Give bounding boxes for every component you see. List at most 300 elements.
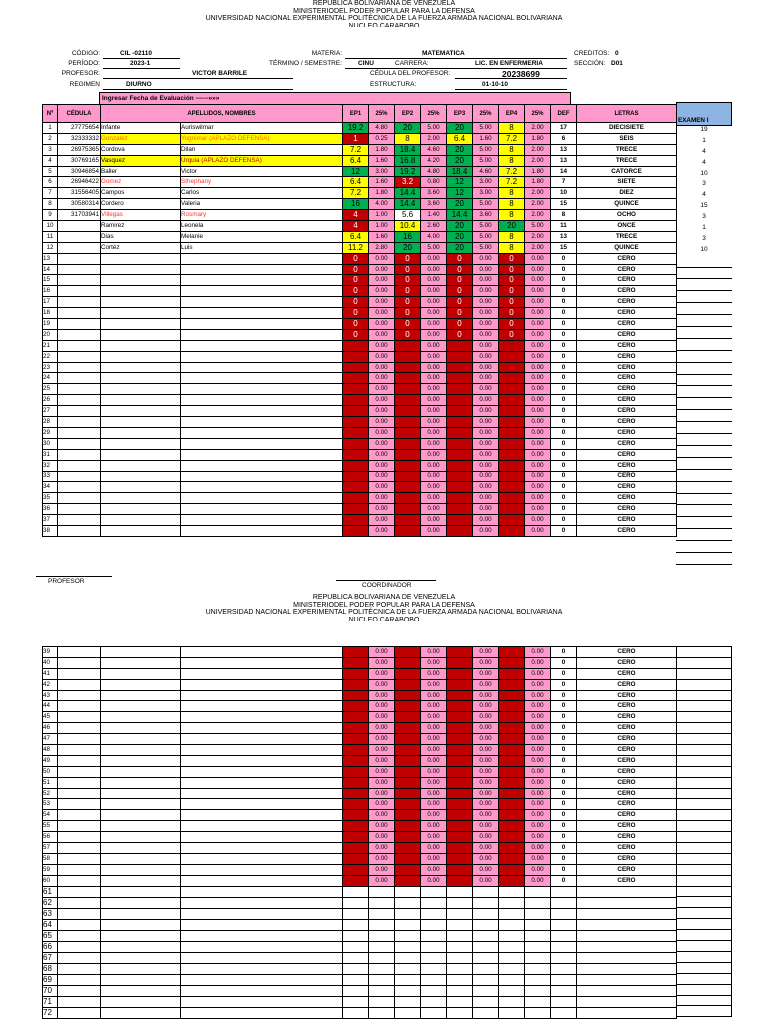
def-cell: 0 <box>551 460 577 471</box>
header-line-3: UNIVERSIDAD NACIONAL EXPERIMENTAL POLITÉCNICA DE LA FUERZA ARMADA NACIONAL BOLIVARIANA <box>205 15 563 23</box>
examen-cell <box>676 315 732 327</box>
percent4-cell: 0.00 <box>525 832 551 843</box>
apellido-cell <box>101 853 181 864</box>
row-number: 71 <box>43 996 58 1007</box>
ep2-cell: 0 <box>395 297 421 308</box>
carrera-label: CARRERA: <box>395 60 429 67</box>
letras-cell: CERO <box>577 832 677 843</box>
ep1-cell <box>343 395 369 406</box>
ep3-cell: 0 <box>447 253 473 264</box>
ep3-cell <box>447 821 473 832</box>
letras-cell: DIECISIETE <box>577 123 677 134</box>
row-number: 61 <box>43 886 58 897</box>
estructura-label: ESTRUCTURA: <box>370 81 417 88</box>
def-cell: 0 <box>551 264 577 275</box>
percent1-cell: 0.00 <box>369 427 395 438</box>
blank-cell <box>473 886 499 897</box>
ep4-cell <box>499 799 525 810</box>
examen-cell <box>676 422 732 434</box>
blank-cell <box>551 1007 577 1018</box>
blank-cell <box>369 930 395 941</box>
percent4-cell: 0.00 <box>525 755 551 766</box>
letras-cell: CERO <box>577 875 677 886</box>
percent2-cell: 0.00 <box>421 449 447 460</box>
blank-cell <box>525 963 551 974</box>
def-cell: 0 <box>551 373 577 384</box>
percent3-cell: 0.00 <box>473 843 499 854</box>
percent1-cell: 0.00 <box>369 679 395 690</box>
letras-cell: CERO <box>577 810 677 821</box>
ep1-cell <box>343 525 369 536</box>
percent3-cell: 0.00 <box>473 406 499 417</box>
percent1-cell: 0.00 <box>369 351 395 362</box>
ep4-cell: 0 <box>499 308 525 319</box>
apellido-cell <box>101 362 181 373</box>
row-number: 2 <box>43 133 58 144</box>
row-number: 3 <box>43 144 58 155</box>
blank-cell <box>343 974 369 985</box>
letras-cell: CERO <box>577 745 677 756</box>
cedula-cell <box>58 864 101 875</box>
ep3-cell <box>447 777 473 788</box>
nombre-cell <box>181 723 343 734</box>
examen-cell <box>676 470 732 482</box>
cedula-cell: 32333332 <box>58 133 101 144</box>
ep4-cell <box>499 821 525 832</box>
percent2-cell: 0.00 <box>421 286 447 297</box>
cedula-cell <box>58 745 101 756</box>
def-cell: 0 <box>551 799 577 810</box>
letras-cell: CERO <box>577 340 677 351</box>
apellido-cell <box>101 449 181 460</box>
percent3-cell: 0.00 <box>473 755 499 766</box>
letras-cell: CERO <box>577 701 677 712</box>
col-n: Nº <box>43 105 58 123</box>
def-cell: 0 <box>551 471 577 482</box>
nombre-cell <box>181 275 343 286</box>
row-number: 28 <box>43 417 58 428</box>
ep1-cell: 12 <box>343 166 369 177</box>
cedula-cell <box>58 853 101 864</box>
table-row <box>43 210 677 221</box>
blank-cell <box>577 1007 677 1018</box>
cedula-cell <box>58 297 101 308</box>
percent4-cell: 0.00 <box>525 351 551 362</box>
ep3-cell <box>447 362 473 373</box>
blank-cell <box>343 897 369 908</box>
table-header-row <box>43 105 677 123</box>
row-number: 9 <box>43 210 58 221</box>
ep3-cell <box>447 427 473 438</box>
percent2-cell: 4.20 <box>421 155 447 166</box>
blank-cell <box>421 952 447 963</box>
row-number: 52 <box>43 788 58 799</box>
ep4-cell <box>499 471 525 482</box>
letras-cell: ONCE <box>577 221 677 232</box>
percent1-cell: 0.00 <box>369 264 395 275</box>
percent2-cell: 0.00 <box>421 384 447 395</box>
letras-cell: CERO <box>577 449 677 460</box>
def-cell: 0 <box>551 395 577 406</box>
table-row <box>43 766 677 777</box>
percent2-cell: 0.00 <box>421 647 447 658</box>
ep4-cell <box>499 373 525 384</box>
blank-cell <box>343 985 369 996</box>
ep3-cell <box>447 482 473 493</box>
ep2-cell <box>395 777 421 788</box>
percent1-cell: 0.00 <box>369 460 395 471</box>
def-cell: 0 <box>551 875 577 886</box>
blank-cell <box>421 930 447 941</box>
percent2-cell: 0.00 <box>421 329 447 340</box>
percent4-cell: 0.00 <box>525 504 551 515</box>
percent2-cell: 0.00 <box>421 504 447 515</box>
apellido-cell <box>101 875 181 886</box>
percent3-cell: 3.00 <box>473 177 499 188</box>
ep4-cell <box>499 777 525 788</box>
apellido-cell <box>101 701 181 712</box>
cedula-cell <box>58 647 101 658</box>
def-cell: 0 <box>551 755 577 766</box>
examen-cell <box>676 410 732 422</box>
ep4-cell <box>499 788 525 799</box>
percent3-cell: 0.00 <box>473 853 499 864</box>
def-cell: 0 <box>551 843 577 854</box>
ep4-cell <box>499 864 525 875</box>
ep3-cell: 20 <box>447 231 473 242</box>
nombre-cell <box>181 515 343 526</box>
blank-cell <box>499 952 525 963</box>
ep2-cell <box>395 525 421 536</box>
def-cell: 0 <box>551 308 577 319</box>
letras-cell: TRECE <box>577 144 677 155</box>
ep4-cell <box>499 701 525 712</box>
blank-cell <box>525 1007 551 1018</box>
table-row <box>43 231 677 242</box>
table-row <box>43 886 677 897</box>
apellido-cell <box>101 395 181 406</box>
percent2-cell: 0.00 <box>421 745 447 756</box>
letras-cell: CERO <box>577 712 677 723</box>
percent4-cell: 0.00 <box>525 712 551 723</box>
examen-cell: 1 <box>702 136 706 144</box>
def-cell: 0 <box>551 340 577 351</box>
percent2-cell: 0.00 <box>421 788 447 799</box>
ep3-cell <box>447 515 473 526</box>
examen-cell <box>676 680 732 691</box>
def-cell: 0 <box>551 504 577 515</box>
ep2-cell <box>395 679 421 690</box>
blank-cell <box>181 897 343 908</box>
ep2-cell <box>395 417 421 428</box>
ep3-cell: 14.4 <box>447 210 473 221</box>
ep3-cell: 0 <box>447 329 473 340</box>
cedula-cell <box>58 351 101 362</box>
ep3-cell <box>447 864 473 875</box>
examen-cell <box>676 963 732 974</box>
table-row <box>43 712 677 723</box>
percent4-cell: 0.00 <box>525 864 551 875</box>
regimen-label: REGIMEN <box>69 81 100 88</box>
nombre-cell <box>181 679 343 690</box>
nombre-cell <box>181 875 343 886</box>
table-row <box>43 144 677 155</box>
percent3-cell: 0.00 <box>473 690 499 701</box>
ep2-cell: 20 <box>395 242 421 253</box>
letras-cell: CERO <box>577 351 677 362</box>
blank-cell <box>447 985 473 996</box>
letras-cell: CERO <box>577 755 677 766</box>
ep3-cell: 0 <box>447 264 473 275</box>
percent3-cell: 0.00 <box>473 679 499 690</box>
table-row <box>43 275 677 286</box>
blank-cell <box>551 985 577 996</box>
materia-value: MATEMATICA <box>422 50 465 57</box>
ep4-cell <box>499 810 525 821</box>
row-number: 56 <box>43 832 58 843</box>
examen-cell <box>676 952 732 963</box>
examen-cell <box>676 767 732 778</box>
percent1-cell: 0.00 <box>369 843 395 854</box>
table-row <box>43 799 677 810</box>
blank-cell <box>181 996 343 1007</box>
percent2-cell: 4.00 <box>421 231 447 242</box>
percent3-cell: 0.00 <box>473 340 499 351</box>
def-cell: 0 <box>551 745 577 756</box>
cedula-cell <box>58 438 101 449</box>
percent2-cell: 0.00 <box>421 712 447 723</box>
ep1-cell: 0 <box>343 275 369 286</box>
letras-cell: CERO <box>577 373 677 384</box>
percent1-cell: 0.00 <box>369 777 395 788</box>
blank-cell <box>395 996 421 1007</box>
percent3-cell: 0.00 <box>473 504 499 515</box>
ep2-cell <box>395 438 421 449</box>
table-row <box>43 264 677 275</box>
ep3-cell: 0 <box>447 319 473 330</box>
blank-cell <box>447 930 473 941</box>
ep1-cell <box>343 690 369 701</box>
row-number: 22 <box>43 351 58 362</box>
table-row <box>43 832 677 843</box>
blank-cell <box>369 908 395 919</box>
letras-cell: CERO <box>577 679 677 690</box>
apellido-cell <box>101 525 181 536</box>
apellido-cell: Infante <box>101 123 181 134</box>
nombre-cell: Victor <box>181 166 343 177</box>
nombre-cell <box>181 766 343 777</box>
apellido-cell <box>101 647 181 658</box>
ep1-cell <box>343 449 369 460</box>
ep2-cell <box>395 701 421 712</box>
letras-cell: CERO <box>577 777 677 788</box>
examen-cell <box>676 897 732 908</box>
percent4-cell: 0.00 <box>525 384 551 395</box>
blank-cell <box>101 930 181 941</box>
ep4-cell <box>499 515 525 526</box>
percent1-cell: 0.00 <box>369 832 395 843</box>
codigo-label: CÓDIGO: <box>71 50 100 57</box>
def-cell: 0 <box>551 832 577 843</box>
apellido-cell <box>101 745 181 756</box>
nombre-cell: Auriswilmar <box>181 123 343 134</box>
cedula-cell <box>58 690 101 701</box>
blank-cell <box>499 974 525 985</box>
table-row <box>43 723 677 734</box>
table-row <box>43 253 677 264</box>
blank-cell <box>101 996 181 1007</box>
nombre-cell <box>181 734 343 745</box>
ep2-cell <box>395 766 421 777</box>
seccion-label: SECCIÓN: <box>574 60 606 67</box>
nombre-cell: Leonela <box>181 221 343 232</box>
ep2-cell <box>395 351 421 362</box>
ep1-cell <box>343 668 369 679</box>
ep1-cell <box>343 427 369 438</box>
ep4-cell <box>499 734 525 745</box>
blank-cell <box>58 886 101 897</box>
row-number: 32 <box>43 460 58 471</box>
ep1-cell <box>343 755 369 766</box>
ep4-cell: 8 <box>499 231 525 242</box>
blank-cell <box>525 974 551 985</box>
table-row <box>43 996 677 1007</box>
ep1-cell <box>343 853 369 864</box>
percent1-cell: 4.00 <box>369 199 395 210</box>
ep1-cell: 0 <box>343 319 369 330</box>
def-cell: 0 <box>551 734 577 745</box>
examen-cell <box>676 691 732 702</box>
ep3-cell <box>447 766 473 777</box>
table-row <box>43 199 677 210</box>
row-number: 54 <box>43 810 58 821</box>
ep3-cell: 20 <box>447 199 473 210</box>
row-number: 19 <box>43 319 58 330</box>
ep4-cell <box>499 712 525 723</box>
ep1-cell <box>343 406 369 417</box>
examen-cell <box>676 821 732 832</box>
nombre-cell: Carlos <box>181 188 343 199</box>
ep1-cell: 6.4 <box>343 155 369 166</box>
row-number: 34 <box>43 482 58 493</box>
percent4-cell: 0.00 <box>525 525 551 536</box>
percent3-cell: 1.60 <box>473 133 499 144</box>
percent1-cell: 0.00 <box>369 471 395 482</box>
row-number: 62 <box>43 897 58 908</box>
col-ep1: EP1 <box>343 105 369 123</box>
cedula-cell: 30580314 <box>58 199 101 210</box>
ep3-cell <box>447 340 473 351</box>
row-number: 10 <box>43 221 58 232</box>
percent4-cell: 0.00 <box>525 657 551 668</box>
row-number: 12 <box>43 242 58 253</box>
cedula-cell <box>58 253 101 264</box>
blank-cell <box>369 952 395 963</box>
percent2-cell: 0.00 <box>421 253 447 264</box>
table-row <box>43 515 677 526</box>
row-number: 43 <box>43 690 58 701</box>
blank-cell <box>343 952 369 963</box>
apellido-cell <box>101 493 181 504</box>
ep3-cell <box>447 843 473 854</box>
ep3-cell <box>447 657 473 668</box>
percent1-cell: 0.00 <box>369 275 395 286</box>
ep3-cell <box>447 647 473 658</box>
row-number: 41 <box>43 668 58 679</box>
examen-cell <box>676 843 732 854</box>
def-cell: 0 <box>551 668 577 679</box>
percent3-cell: 0.00 <box>473 766 499 777</box>
percent4-cell: 0.00 <box>525 766 551 777</box>
row-number: 51 <box>43 777 58 788</box>
ep3-cell: 18.4 <box>447 166 473 177</box>
row-number: 21 <box>43 340 58 351</box>
header-line-2: MINISTERIODEL PODER POPULAR PARA LA DEFENSA <box>293 7 475 15</box>
percent1-cell: 0.00 <box>369 668 395 679</box>
col-p2: 25% <box>421 105 447 123</box>
blank-cell <box>577 996 677 1007</box>
blank-cell <box>447 908 473 919</box>
ep3-cell <box>447 788 473 799</box>
blank-cell <box>525 952 551 963</box>
cedula-profesor-label: CÉDULA DEL PROFESOR: <box>370 70 451 77</box>
row-number: 48 <box>43 745 58 756</box>
ep3-cell <box>447 679 473 690</box>
letras-cell: CATORCE <box>577 166 677 177</box>
header-line-4: NÚCLEO CARABOBO <box>348 22 420 27</box>
apellido-cell <box>101 253 181 264</box>
percent4-cell: 0.00 <box>525 515 551 526</box>
nombre-cell: Urquia (APLAZO DEFENSA) <box>181 155 343 166</box>
def-cell: 0 <box>551 493 577 504</box>
ep3-cell <box>447 384 473 395</box>
periodo-label: PERÍODO: <box>68 60 100 67</box>
letras-cell: CERO <box>577 799 677 810</box>
ep2-cell: 0 <box>395 308 421 319</box>
col-p1: 25% <box>369 105 395 123</box>
percent2-cell: 0.00 <box>421 525 447 536</box>
nombre-cell: Luis <box>181 242 343 253</box>
ep3-cell <box>447 701 473 712</box>
ep1-cell: 11.2 <box>343 242 369 253</box>
examen-cell <box>676 734 732 745</box>
row-number: 7 <box>43 188 58 199</box>
cedula-cell <box>58 525 101 536</box>
blank-cell <box>395 886 421 897</box>
apellido-cell: Dias <box>101 231 181 242</box>
table-row <box>43 297 677 308</box>
ep1-cell <box>343 482 369 493</box>
ep2-cell <box>395 788 421 799</box>
ep4-cell: 0 <box>499 264 525 275</box>
percent1-cell: 0.00 <box>369 525 395 536</box>
blank-cell <box>58 908 101 919</box>
ep1-cell: 0 <box>343 329 369 340</box>
nombre-cell <box>181 525 343 536</box>
blank-cell <box>447 897 473 908</box>
percent3-cell: 0.00 <box>473 275 499 286</box>
apellido-cell <box>101 351 181 362</box>
cedula-cell <box>58 482 101 493</box>
apellido-cell <box>101 319 181 330</box>
percent2-cell: 0.00 <box>421 417 447 428</box>
percent2-cell: 0.00 <box>421 701 447 712</box>
table-row <box>43 1007 677 1018</box>
cedula-cell <box>58 329 101 340</box>
ep2-cell <box>395 864 421 875</box>
cedula-cell <box>58 395 101 406</box>
ep1-cell <box>343 515 369 526</box>
